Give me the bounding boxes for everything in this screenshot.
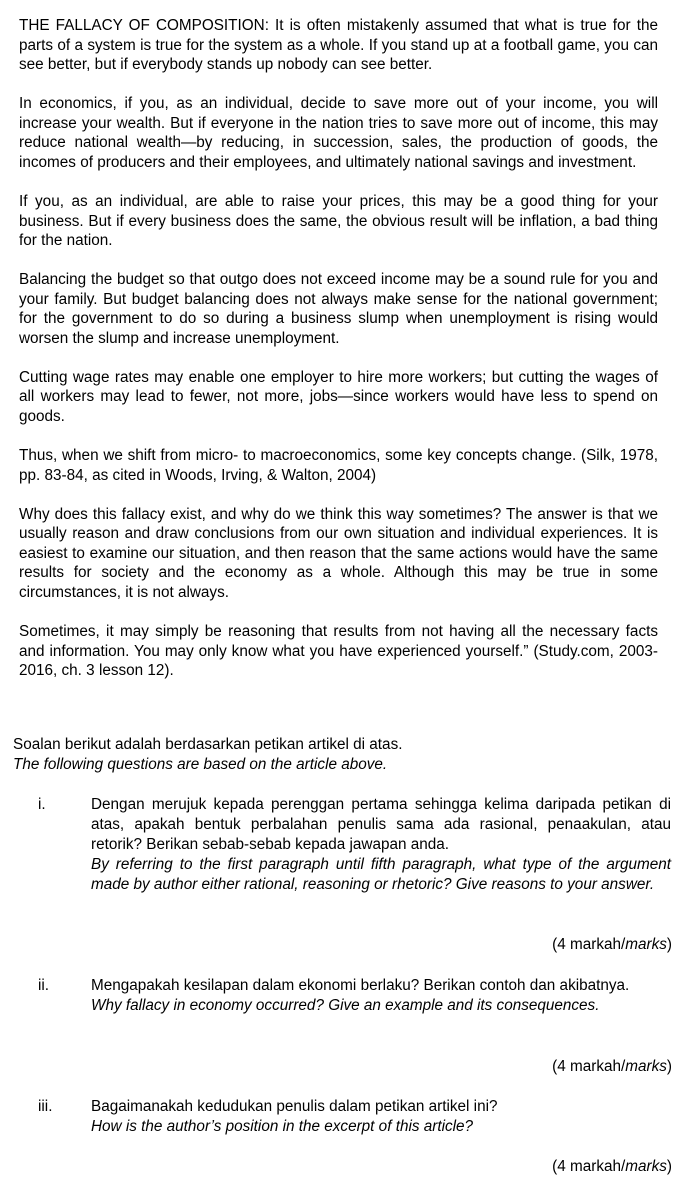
- article-paragraph-3: If you, as an individual, are able to raise your prices, this may be a good thing for your business. But if every business does the same, the obvious result will be inflation, a bad thing for the nation.: [19, 192, 658, 250]
- question-english: By referring to the first paragraph until fifth paragraph, what type of the argument made by author either rational, reasoning or rhetoric? Give reasons to your answer.: [91, 856, 671, 893]
- marks-english: marks: [625, 1158, 667, 1175]
- marks-prefix: (4 markah/: [552, 1058, 626, 1075]
- question-1: [38, 795, 672, 955]
- article-paragraph-1: THE FALLACY OF COMPOSITION: It is often mistakenly assumed that what is true for the parts of a system is true for the system as a whole. If you stand up at a football game, you can see better, but if everybody stands up nobody can see better.: [19, 17, 658, 74]
- question-number: ii.: [38, 977, 50, 994]
- instructions-malay: Soalan berikut adalah berdasarkan petikan artikel di atas.: [13, 736, 403, 753]
- article-paragraph-2: In economics, if you, as an individual, decide to save more out of your income, you will increase your wealth. But if everyone in the nation tries to save more out of income, this may reduce national wealth—by reducing, in succession, sales, the production of goods, the incomes of producers and their employees, and ultimately national savings and investment.: [19, 95, 658, 171]
- question-malay: Dengan merujuk kepada perenggan pertama sehingga kelima daripada petikan di atas, apakah bentuk perbalahan penulis sama ada rasional, penaakulan, atau retorik? Berikan sebab-sebab kepada jawapan anda.: [91, 796, 671, 853]
- question-text: [91, 1097, 671, 1137]
- marks-suffix: ): [666, 936, 672, 953]
- question-english: How is the author’s position in the excerpt of this article?: [91, 1118, 474, 1135]
- marks-suffix: ): [666, 1158, 672, 1175]
- question-text: [91, 795, 671, 895]
- question-text: [91, 976, 671, 1016]
- marks-english: marks: [625, 1058, 667, 1075]
- question-number: iii.: [38, 1098, 53, 1115]
- marks-english: marks: [625, 936, 667, 953]
- marks-label: [552, 1157, 672, 1177]
- marks-prefix: (4 markah/: [552, 936, 626, 953]
- question-english: Why fallacy in economy occurred? Give an example and its consequences.: [91, 997, 600, 1014]
- instructions-english: The following questions are based on the article above.: [13, 756, 388, 773]
- marks-prefix: (4 markah/: [552, 1158, 626, 1175]
- question-2: [38, 976, 672, 1076]
- question-malay: Mengapakah kesilapan dalam ekonomi berlaku? Berikan contoh dan akibatnya.: [91, 977, 630, 994]
- question-malay: Bagaimanakah kedudukan penulis dalam petikan artikel ini?: [91, 1098, 498, 1115]
- article-paragraph-6: Thus, when we shift from micro- to macroeconomics, some key concepts change. (Silk, 1978, pp. 83-84, as cited in Woods, Irving, & Walton, 2004): [19, 447, 658, 484]
- article-paragraph-7: Why does this fallacy exist, and why do we think this way sometimes? The answer is that we usually reason and draw conclusions from our own situation and individual experiences. It is easiest to examine our situation, and then reason that the same actions would have the same results for society and the economy as a whole. Although this may be true in some circumstances, it is not always.: [19, 505, 658, 601]
- article-paragraph-8: Sometimes, it may simply be reasoning that results from not having all the necessary facts and information. You may only know what you have experienced yourself.” (Study.com, 2003-2016, ch. 3 lesson 12).: [19, 622, 658, 680]
- marks-label: [552, 1057, 672, 1077]
- marks-suffix: ): [666, 1058, 672, 1075]
- question-3: [38, 1097, 672, 1181]
- question-instructions: [13, 735, 673, 775]
- article-paragraph-5: Cutting wage rates may enable one employer to hire more workers; but cutting the wages of all workers may lead to fewer, not more, jobs—since workers would have less to spend on goods.: [19, 368, 658, 426]
- marks-label: [552, 935, 672, 955]
- question-number: i.: [38, 796, 46, 813]
- article-excerpt: [19, 16, 658, 700]
- article-paragraph-4: Balancing the budget so that outgo does not exceed income may be a sound rule for you and your family. But budget balancing does not always make sense for the national government; for the government to do so during a business slump when unemployment is rising would worsen the slump and increase unemployment.: [19, 271, 658, 347]
